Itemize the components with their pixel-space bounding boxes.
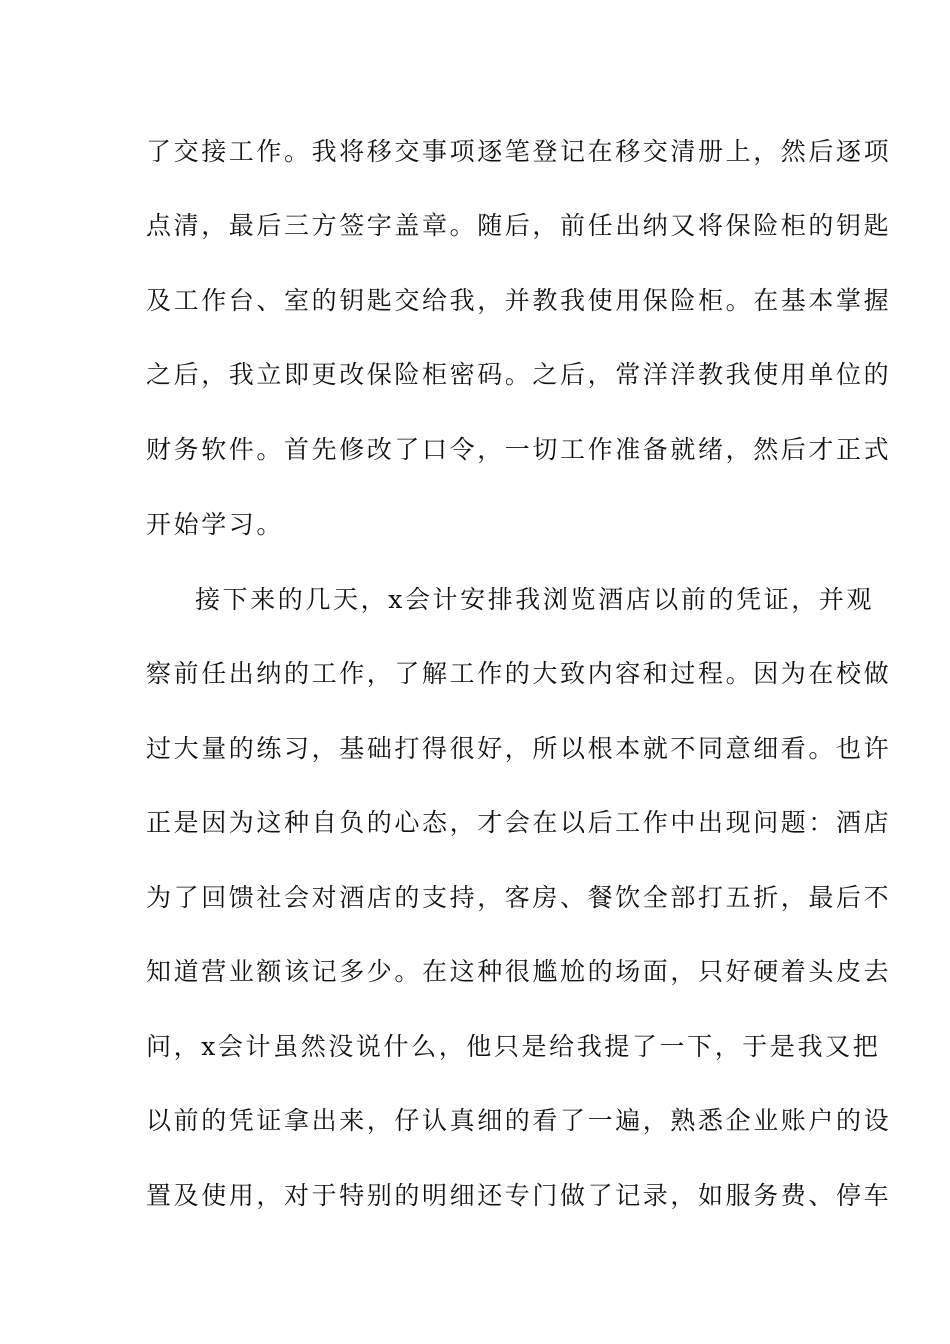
- text-line: 及工作台、室的钥匙交给我，并教我使用保险柜。在基本掌握: [146, 286, 892, 315]
- text-line: 知道营业额该记多少。在这种很尴尬的场面，只好硬着头皮去: [146, 957, 892, 986]
- text-line: 为了回馈社会对酒店的支持，客房、餐饮全部打五折，最后不: [146, 883, 892, 912]
- text-line: 问，x会计虽然没说什么，他只是给我提了一下，于是我又把: [146, 1032, 881, 1061]
- text-line: 置及使用，对于特别的明细还专门做了记录，如服务费、停车: [146, 1181, 892, 1210]
- text-line: 了交接工作。我将移交事项逐笔登记在移交清册上，然后逐项: [146, 137, 892, 166]
- text-line: 点清，最后三方签字盖章。随后，前任出纳又将保险柜的钥匙: [146, 211, 892, 240]
- text-line: 正是因为这种自负的心态，才会在以后工作中出现问题：酒店: [146, 808, 892, 837]
- text-line: 开始学习。: [146, 510, 285, 539]
- text-line: 过大量的练习，基础打得很好，所以根本就不同意细看。也许: [146, 734, 892, 763]
- text-line: 之后，我立即更改保险柜密码。之后，常洋洋教我使用单位的: [146, 360, 892, 389]
- text-line: 以前的凭证拿出来，仔认真细的看了一遍，熟悉企业账户的设: [146, 1106, 892, 1135]
- text-line: 察前任出纳的工作，了解工作的大致内容和过程。因为在校做: [146, 659, 892, 688]
- paragraph-first-line: 接下来的几天，x会计安排我浏览酒店以前的凭证，并观: [195, 585, 875, 614]
- text-line: 财务软件。首先修改了口令，一切工作准备就绪，然后才正式: [146, 435, 892, 464]
